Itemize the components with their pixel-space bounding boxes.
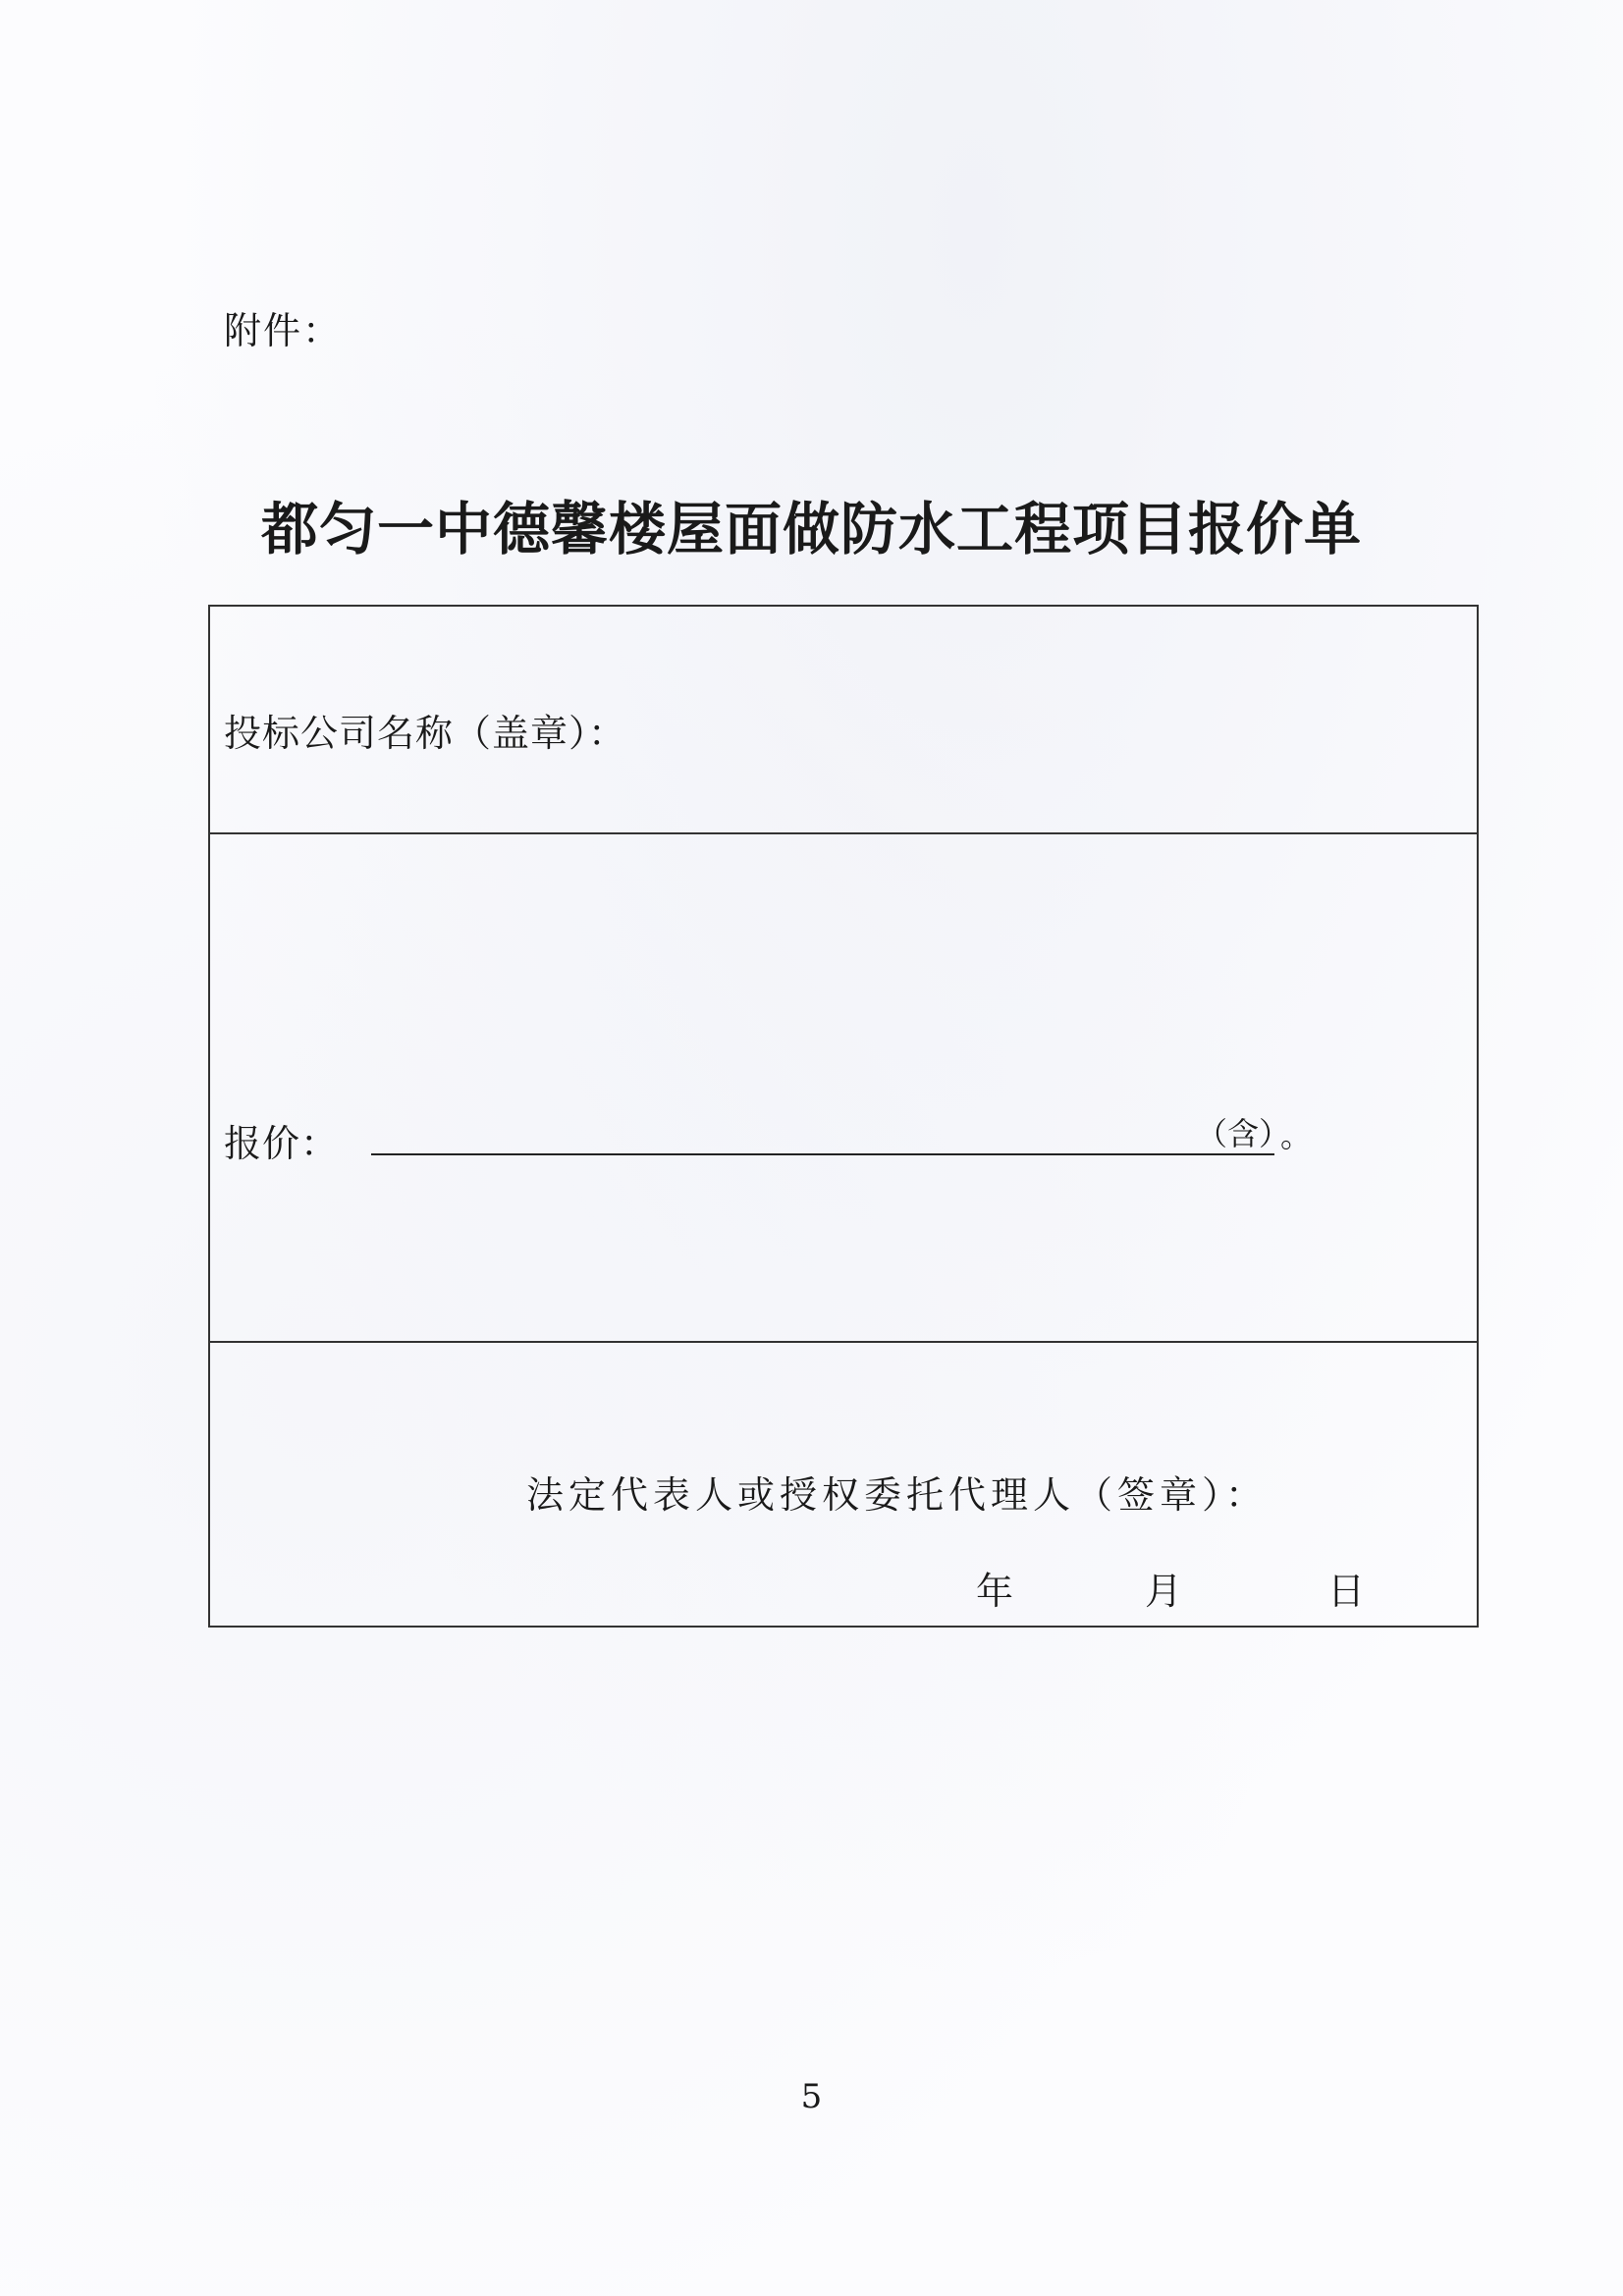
- signature-row: [210, 1343, 1477, 1626]
- price-blank-line[interactable]: [371, 1153, 1274, 1155]
- attachment-label: 附件：: [224, 309, 343, 352]
- date-year-label: 年: [976, 1570, 1014, 1613]
- company-name-label: 投标公司名称（盖章）：: [224, 712, 627, 755]
- quotation-form-table: [208, 605, 1479, 1628]
- page-number: 5: [800, 2077, 823, 2116]
- date-day-label: 日: [1327, 1570, 1366, 1613]
- date-month-label: 月: [1145, 1570, 1183, 1613]
- price-row: [210, 834, 1477, 1343]
- company-row: [210, 607, 1477, 834]
- price-end-mark: 。: [1280, 1117, 1313, 1154]
- signature-label: 法定代表人或授权委托代理人（签章）：: [526, 1473, 1269, 1517]
- document-title: 都匀一中德馨楼屋面做防水工程项目报价单: [260, 496, 1362, 562]
- price-suffix: （含）: [1196, 1115, 1291, 1152]
- price-label: 报价：: [224, 1122, 340, 1165]
